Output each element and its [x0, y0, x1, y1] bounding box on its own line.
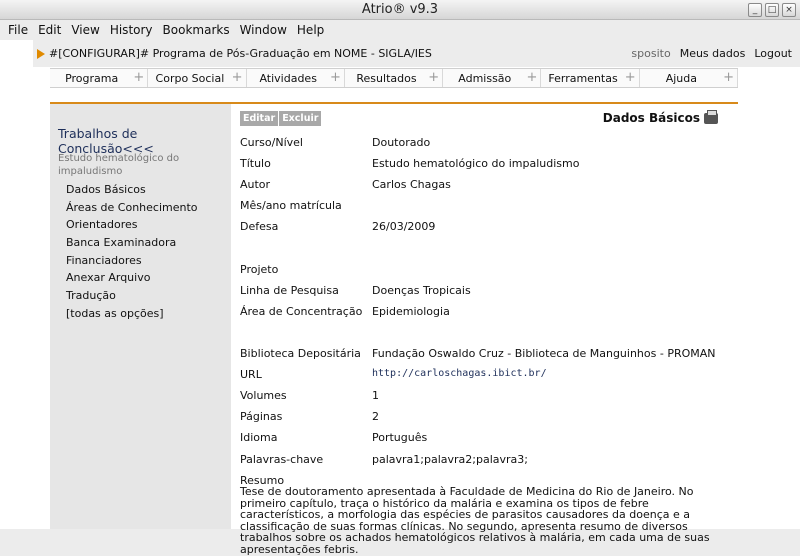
nav-resultados[interactable]	[345, 69, 443, 87]
menu-view[interactable]: View	[71, 23, 100, 37]
maximize-button[interactable]: □	[765, 3, 779, 17]
page-content	[0, 40, 800, 556]
menu-window[interactable]: Window	[239, 23, 287, 37]
menu-file[interactable]: File	[8, 23, 29, 37]
nav-admissao[interactable]	[443, 69, 541, 87]
main-nav	[50, 68, 738, 88]
plus-icon: +	[329, 70, 341, 85]
menu-edit[interactable]: Edit	[38, 23, 62, 37]
field-value: Doutorado	[372, 136, 431, 149]
section-title	[603, 111, 718, 125]
field-label: URL	[240, 368, 262, 381]
logout-link[interactable]: Logout	[754, 47, 792, 60]
program-switcher[interactable]	[37, 47, 432, 60]
plus-icon: +	[133, 70, 145, 85]
field-label: Linha de Pesquisa	[240, 284, 339, 297]
menu-help[interactable]: Help	[296, 23, 325, 37]
printer-icon[interactable]	[704, 113, 718, 124]
nav-label: Admissão	[458, 72, 512, 85]
resumo-label: Resumo	[240, 474, 285, 487]
nav-label: Ferramentas	[548, 72, 618, 85]
field-label: Autor	[240, 178, 271, 191]
sidebar-item-areas-conhecimento[interactable]: Áreas de Conhecimento	[66, 200, 198, 214]
url-link[interactable]: http://carloschagas.ibict.br/	[372, 368, 547, 379]
field-label: Projeto	[240, 263, 279, 276]
menu-bookmarks[interactable]: Bookmarks	[162, 23, 230, 37]
program-name: #[CONFIGURAR]# Programa de Pós-Graduação em NOME - SIGLA/IES	[49, 47, 432, 60]
section-title-text: Dados Básicos	[602, 111, 700, 125]
field-value: 26/03/2009	[372, 220, 436, 233]
plus-icon: +	[428, 70, 440, 85]
plus-icon: +	[231, 70, 243, 85]
field-value: Fundação Oswaldo Cruz - Biblioteca de Manguinhos - PROMAN	[372, 347, 716, 360]
field-label: Volumes	[240, 389, 287, 402]
sidebar-item-dados-basicos[interactable]: Dados Básicos	[66, 183, 146, 196]
sidebar-item-todas[interactable]: [todas as opções]	[66, 306, 164, 320]
field-value: palavra1;palavra2;palavra3;	[372, 453, 528, 466]
sidebar-item-anexar[interactable]: Anexar Arquivo	[66, 271, 151, 285]
minimize-button[interactable]: _	[748, 3, 762, 17]
sidebar-item-orientadores[interactable]: Orientadores	[66, 218, 138, 232]
field-value: 2	[372, 410, 379, 423]
field-label: Curso/Nível	[240, 136, 303, 149]
field-value: Doenças Tropicais	[372, 284, 471, 297]
menubar	[0, 20, 800, 40]
field-value: Epidemiologia	[372, 305, 450, 318]
field-value: Português	[372, 431, 428, 444]
edit-button[interactable]: Editar	[240, 111, 278, 126]
sidebar-item-financiadores[interactable]: Financiadores	[66, 253, 142, 267]
user-links	[631, 47, 792, 60]
field-value: Estudo hematológico do impaludismo	[372, 157, 580, 170]
nav-atividades[interactable]	[247, 69, 345, 87]
menu-history[interactable]: History	[109, 23, 153, 37]
nav-label: Resultados	[356, 72, 417, 85]
delete-button[interactable]: Excluir	[279, 111, 321, 126]
field-label: Título	[240, 157, 271, 170]
sidebar-title[interactable]: Trabalhos de Conclusão<<<	[58, 126, 154, 156]
window-title: Atrio® v9.3	[361, 2, 439, 17]
program-header	[33, 40, 800, 67]
arrow-right-icon	[37, 49, 45, 59]
nav-ajuda[interactable]	[640, 69, 738, 87]
field-label: Páginas	[240, 410, 283, 423]
resumo-text: Tese de doutoramento apresentada à Faculdade de Medicina do Rio de Janeiro. No primeiro capítulo, traça o histórico da malária e examina os tipos de febre característicos, a morfologia das espécies de parasitos causadores da doença e a classificação de suas formas clínicas. No segundo, apresenta resumo de diversos trabalhos sobre os achados hematológicos relativos à malária, em cada uma de suas apresentações febris.	[240, 485, 710, 556]
action-buttons	[240, 111, 321, 126]
nav-label: Corpo Social	[155, 72, 225, 85]
close-button[interactable]: ×	[782, 3, 796, 17]
field-label: Idioma	[240, 431, 278, 444]
window-controls	[748, 3, 796, 17]
username: sposito	[631, 47, 671, 60]
field-label: Defesa	[240, 220, 279, 233]
main-panel	[240, 104, 738, 556]
nav-corpo-social[interactable]	[148, 69, 246, 87]
sidebar-subtitle: Estudo hematológico do impaludismo	[58, 153, 180, 177]
field-label: Área de Concentração	[240, 305, 363, 318]
my-data-link[interactable]: Meus dados	[679, 47, 746, 60]
plus-icon: +	[526, 70, 538, 85]
nav-ferramentas[interactable]	[541, 69, 639, 87]
plus-icon: +	[624, 70, 636, 85]
field-value: 1	[372, 389, 379, 402]
sidebar-item-traducao[interactable]: Tradução	[66, 289, 116, 303]
nav-label: Programa	[65, 72, 119, 85]
window-titlebar	[0, 0, 800, 20]
field-label: Biblioteca Depositária	[240, 347, 361, 360]
nav-programa[interactable]	[50, 69, 148, 87]
field-value: Carlos Chagas	[372, 178, 451, 191]
sidebar-menu	[66, 183, 198, 325]
nav-label: Atividades	[259, 72, 317, 85]
sidebar-item-banca[interactable]: Banca Examinadora	[66, 236, 177, 250]
field-label: Palavras-chave	[240, 453, 324, 466]
plus-icon: +	[723, 70, 734, 85]
field-label: Mês/ano matrícula	[240, 199, 342, 212]
sidebar	[50, 104, 231, 529]
nav-label: Ajuda	[665, 72, 697, 85]
